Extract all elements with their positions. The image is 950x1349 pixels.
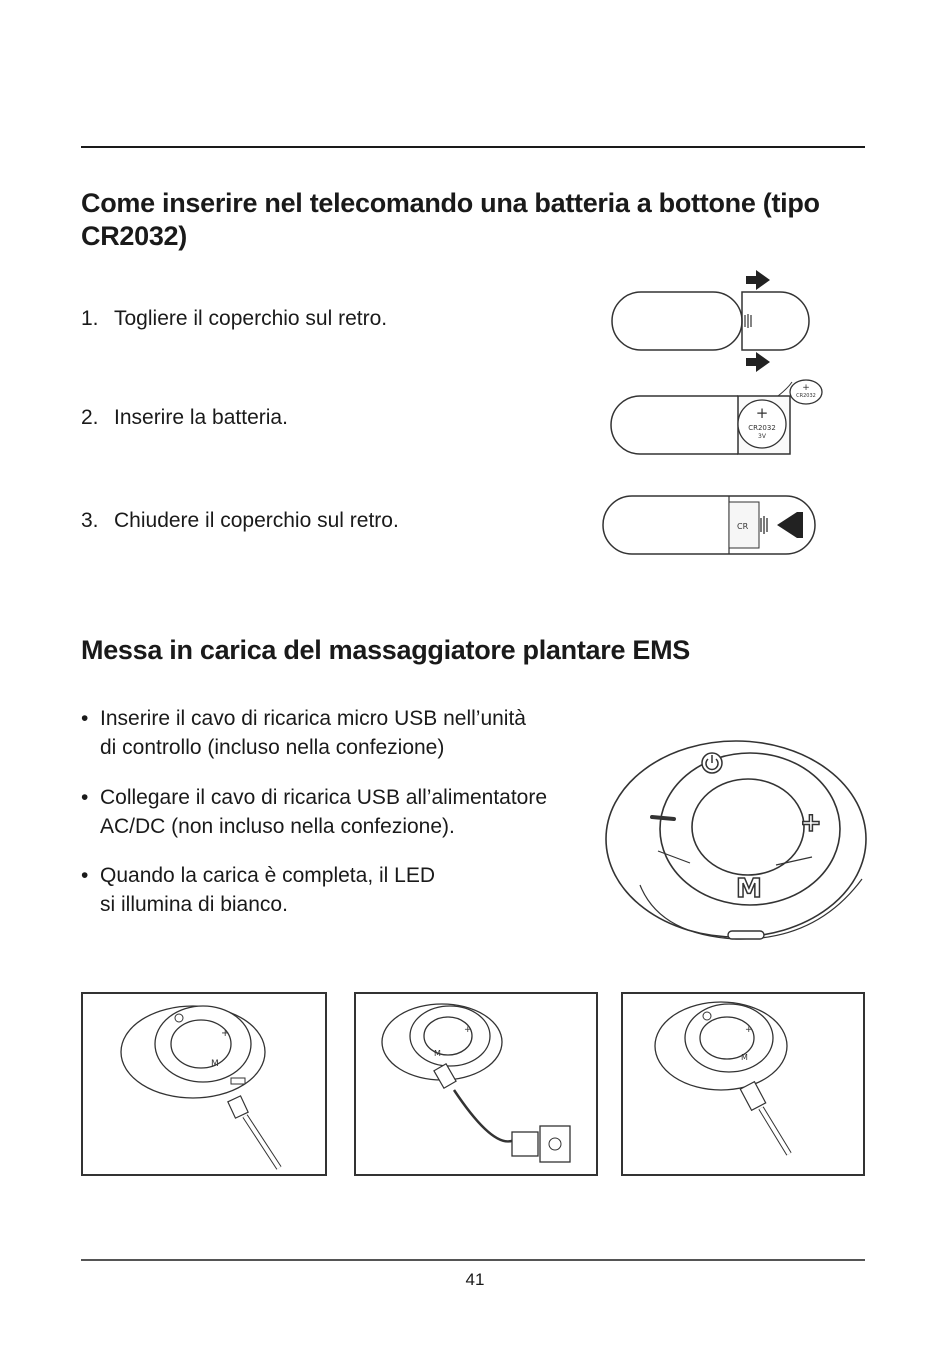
remote-close-cover-illustration — [595, 490, 830, 560]
control-unit-illustration — [600, 735, 870, 950]
remote-open-cover-illustration — [600, 268, 830, 376]
remote-body — [611, 396, 738, 454]
step-text: Inserire la batteria. — [114, 406, 288, 429]
arrow-right-icon — [746, 270, 770, 290]
bottom-rule — [81, 1259, 865, 1261]
center-disc — [692, 779, 804, 875]
step-number: 3. — [81, 509, 99, 532]
svg-text:+: + — [221, 1028, 230, 1039]
step-text: Chiudere il coperchio sul retro. — [114, 509, 399, 532]
battery-label: CR2032 — [796, 393, 816, 399]
remote-cover — [742, 292, 809, 350]
connect-adapter-illustration — [356, 994, 596, 1174]
bullet-item — [81, 704, 601, 762]
remote-insert-battery-illustration — [600, 376, 830, 466]
section-title-charging: Messa in carica del massaggiatore plantare EMS — [81, 635, 690, 665]
usb-port — [728, 931, 764, 939]
battery-voltage: 3V — [758, 433, 766, 440]
bullet-mark: • — [81, 864, 89, 887]
page-number: 41 — [465, 1270, 485, 1289]
battery-label: CR2032 — [748, 424, 776, 432]
svg-text:+: + — [802, 383, 810, 393]
bullet-line: AC/DC (non incluso nella confezione). — [100, 815, 455, 838]
section-title-battery: Come inserire nel telecomando una batteria a bottone (tipo CR2032) — [81, 188, 820, 251]
bullet-line: Collegare il cavo di ricarica USB all’alimentatore — [100, 786, 548, 809]
svg-text:M: M — [434, 1049, 441, 1058]
plug-in-cable-illustration — [83, 994, 325, 1174]
micro-usb-plug — [228, 1096, 248, 1118]
charging-step-panel-3 — [621, 992, 865, 1176]
bullet-line: Inserire il cavo di ricarica micro USB nell’unità — [100, 707, 526, 730]
wall-socket — [540, 1126, 570, 1162]
minus-icon — [652, 817, 674, 819]
svg-text:M: M — [741, 1053, 748, 1062]
bullet-line: Quando la carica è completa, il LED — [100, 864, 436, 887]
bullet-item — [81, 783, 601, 841]
charged-led-illustration — [623, 994, 863, 1174]
svg-text:+: + — [755, 404, 769, 422]
charging-step-panel-1 — [81, 992, 327, 1176]
step-number: 1. — [81, 307, 99, 330]
step-2 — [81, 405, 288, 431]
bullet-mark: • — [81, 786, 89, 809]
step-text: Togliere il coperchio sul retro. — [114, 307, 388, 330]
arrow-left-icon — [777, 512, 797, 538]
ac-adapter — [512, 1132, 538, 1156]
step-number: 2. — [81, 406, 99, 429]
bullet-line: si illumina di bianco. — [100, 893, 288, 916]
bullet-item — [81, 861, 601, 919]
mode-icon: M — [736, 874, 762, 904]
step-3 — [81, 508, 399, 534]
plus-icon: + — [800, 808, 822, 838]
battery-label: CR — [737, 522, 749, 531]
remote-body — [612, 292, 742, 350]
bullet-mark: • — [81, 707, 89, 730]
svg-text:+: + — [464, 1025, 472, 1035]
step-1 — [81, 306, 387, 332]
top-rule — [81, 146, 865, 148]
svg-text:M: M — [211, 1059, 219, 1069]
charging-step-panel-2 — [354, 992, 598, 1176]
svg-text:+: + — [745, 1025, 753, 1035]
arrow-right-icon — [746, 352, 770, 372]
bullet-line: di controllo (incluso nella confezione) — [100, 736, 445, 759]
